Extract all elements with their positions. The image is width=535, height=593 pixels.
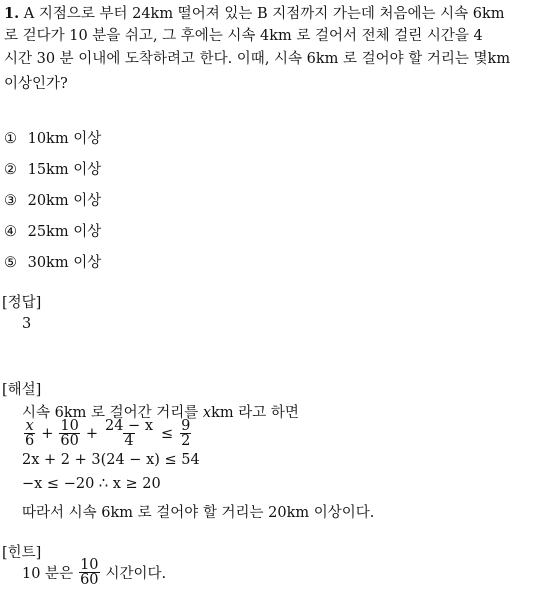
explanation-label: [해설] [2,382,42,398]
explanation-text: 시속 6km 로 걸어간 거리를 [22,405,199,421]
answer-value: 3 [22,316,32,332]
question-line-3: 시간 30 분 이내에 도착하려고 한다. 이때, 시속 6km 로 걸어야 할 거리는 몇km [4,51,511,67]
fraction-24-minus-x-over-4: $\frac{24 - x}{4}$ [105,418,153,449]
fraction-9-over-2: $\frac{9}{2}$ [181,418,191,449]
hint-text: 시간이다. [105,566,167,582]
option-mark: ⑤ [4,255,17,271]
hint-line [22,558,166,587]
option-text: 20km 이상 [27,193,102,209]
inequality [22,419,193,448]
option-5[interactable] [4,251,101,272]
option-4[interactable] [4,220,101,241]
option-text: 15km 이상 [27,162,102,178]
question-line-2: 로 걷다가 10 분을 쉬고, 그 후에는 시속 4km 로 걸어서 전체 걸린 시간을 4 [4,28,483,44]
fraction-10-over-60: $\frac{10}{60}$ [80,557,99,588]
fraction-x-over-6: $\frac{x}{6}$ [25,418,35,449]
plus-sign: + [85,425,98,442]
option-3[interactable] [4,189,101,210]
option-text: 10km 이상 [27,131,102,147]
option-2[interactable] [4,158,101,179]
option-mark: ③ [4,193,17,209]
hint-text: 10 분은 [22,566,74,582]
option-mark: ② [4,162,17,178]
variable-x: x [202,405,212,421]
question-number: 1. [4,5,20,22]
option-text: 30km 이상 [27,255,102,271]
option-mark: ④ [4,224,17,240]
question-line-4: 이상인가? [4,76,68,92]
option-mark: ① [4,131,17,147]
answer-label: [정답] [2,295,42,311]
fraction-10-over-60: $\frac{10}{60}$ [60,418,79,449]
le-sign: ≤ [161,425,174,442]
question-line-1 [4,2,505,23]
hint-label: [힌트] [2,545,42,561]
explanation-conclusion: 따라서 시속 6km 로 걸어야 할 거리는 20km 이상이다. [22,505,375,521]
explanation-text: km 라고 하면 [211,405,299,421]
option-1[interactable] [4,127,101,148]
plus-sign: + [41,425,54,442]
option-text: 25km 이상 [27,224,102,240]
explanation-line-4: −x ≤ −20 ∴ x ≥ 20 [22,476,161,492]
explanation-line-3: 2x + 2 + 3(24 − x) ≤ 54 [22,452,200,468]
question-text: A 지점으로 부터 24km 떨어져 있는 B 지점까지 가는데 처음에는 시속 6km [23,6,505,22]
